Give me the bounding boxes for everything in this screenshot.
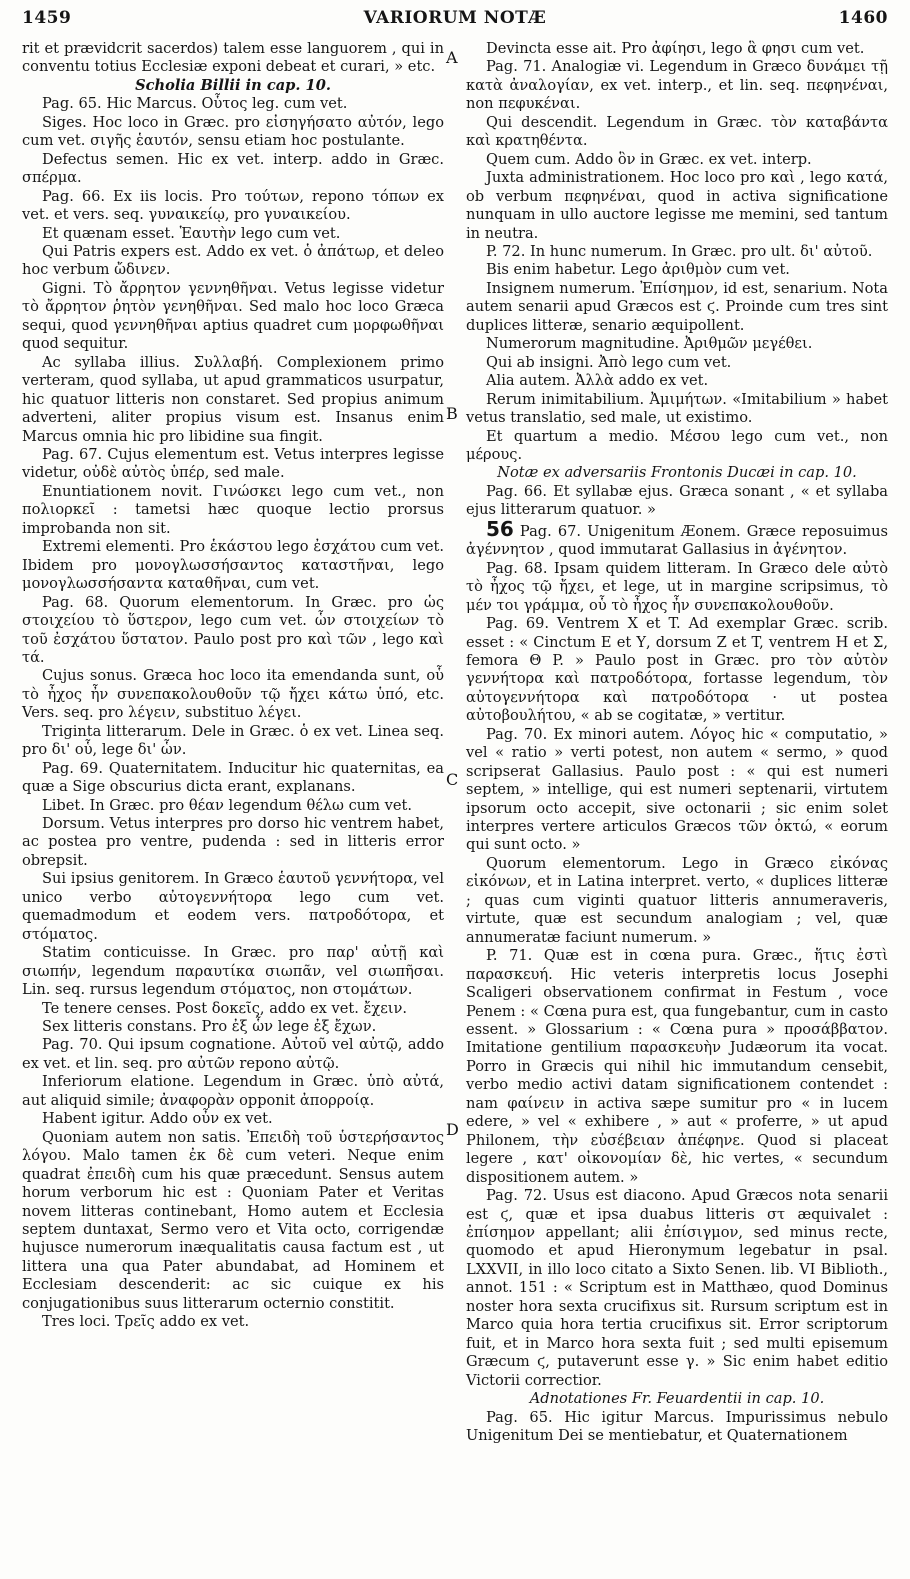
left-column xyxy=(22,40,444,1332)
margin-letter-a: A xyxy=(446,48,458,67)
left-column-paragraph: Dorsum. Vetus interpres pro dorso hic ventrem habet, ac postea pro ventre, pudenda : sed in litteris error obrepsit. xyxy=(22,815,444,869)
right-column-paragraph: Pag. 68. Ipsam quidem litteram. In Græco dele αὐτὸ τὸ ἦχος τῷ ἤχει, et lege, ut in margine scripsimus, τὸ μέν τοι γράμμα, οὗ τὸ ἦχος ἦν συνεπακολουθοῦν. xyxy=(466,559,888,614)
left-column-paragraph: Statim conticuisse. In Græc. pro παρ' αὐτῇ καὶ σιωπήν, legendum παραυτίκα σιωπᾶν, vel σιωπῆσαι. Lin. seq. rursus legendum στόματος, non στομάτων. xyxy=(22,944,444,999)
right-column-paragraph: Bis enim habetur. Lego ἀριθμὸν cum vet. xyxy=(486,261,790,279)
margin-letter-b: B xyxy=(446,404,458,423)
right-column-paragraph: Devincta esse ait. Pro ἀφίησι, lego ἃ φησι cum vet. xyxy=(486,40,865,57)
right-column-paragraph: Pag. 65. Hic igitur Marcus. Impurissimus nebulo Unigenitum Dei se mentiebatur, et Quaternationem xyxy=(466,1408,888,1444)
left-column-paragraph: Libet. In Græc. pro θέαν legendum θέλω cum vet. xyxy=(42,796,413,814)
right-column-paragraph: Qui ab insigni. Ἀπὸ lego cum vet. xyxy=(486,353,732,371)
margin-letter-c: C xyxy=(446,770,459,789)
left-column-paragraph: Scholia Billii in cap. 10. xyxy=(135,76,331,94)
right-column-paragraph: Qui descendit. Legendum in Græc. τὸν καταβάντα καὶ κρατηθέντα. xyxy=(466,113,888,150)
right-page-number: 1460 xyxy=(838,8,888,28)
right-column-paragraph: Pag. 72. Usus est diacono. Apud Græcos nota senarii est ϛ, quæ et ipsa duabus litteris στ æquivalet : ἐπίσημον appellant; alii ἐπίσιγμον, sed minus recte, quomodo et apud Hieronymum legebatur in psal. LXXVII, in illo loco citato a Sixto Senen. lib. VI Biblioth., annot. 151 : « Scriptum est in Matthæo, quod Dominus noster hora sexta crucifixus sit. Rursum scriptum est in Marco quia hora tertia crucifixus sit. Error scriptorum fuit, et in Marco hora sexta fuit ; sed multi episemum Græcum ϛ, putaverunt esse γ. » Sic enim habet editio Victorii correctior. xyxy=(466,1187,888,1389)
left-column-paragraph: Pag. 67. Cujus elementum est. Vetus interpres legisse videtur, οὐδὲ αὐτὸς ὑπέρ, sed male. xyxy=(22,445,444,482)
margin-letter-d: D xyxy=(446,1120,459,1139)
left-column-paragraph: Sui ipsius genitorem. In Græco ἑαυτοῦ γεννήτορα, vel unico verbo αὐτογεννήτορα lego cum vet. quemadmodum et eodem vers. πατροδότορα, et στόματος. xyxy=(22,870,444,943)
right-column-paragraph: Juxta administrationem. Hoc loco pro καὶ , lego κατά, ob verbum πεφηνέναι, quod in activa significatione nunquam in ullo auctore legisse me memini, sed tantum in neutra. xyxy=(466,169,888,242)
left-column-paragraph: Defectus semen. Hic ex vet. interp. addo in Græc. σπέρμα. xyxy=(22,150,444,187)
left-column-paragraph: Inferiorum elatione. Legendum in Græc. ὑπὸ αὐτά, aut aliquid simile; ἀναφορὰν opponit ἀπορροίᾳ. xyxy=(22,1073,444,1109)
right-column-paragraph: P. 71. Quæ est in cœna pura. Græc., ἥτις ἐστὶ παρασκευή. Hic veteris interpretis locus Josephi Scaligeri observationem confirmat in Festum , voce Penem : « Cœna pura est, qua fungebantur, cum in casto essent. » Glossarium : « Cœna pura » προσάββατον. Imitatione gentilium παρασκευὴν Judæorum ita vocat. Porro in Græcis qui nihil hic immutandum censebit, verbo medio activi datam significationem contendet : nam φαίνειν in activa sæpe sumitur pro « in lucem edere, » vel « exhibere , » aut « proferre, » ut apud Philonem, τὴν εὐσέβειαν ἀπέφηνε. Quod si placeat legere , κατ' οἰκονομίαν δὲ, hic vertes, « secundum dispositionem autem. » xyxy=(466,947,888,1186)
left-column-paragraph: Ac syllaba illius. Συλλαβή. Complexionem primo verteram, quod syllaba, ut apud grammaticos usurpatur, hic quatuor litteris non constaret. Sed propius animum adverteni, aliter propius visum est. Insanus enim Marcus omnia hic pro libidine sua fingit. xyxy=(22,353,444,445)
left-column-paragraph: Enuntiationem novit. Γινώσκει lego cum vet., non πολιορκεῖ : tametsi hæc quoque lectio prorsus improbanda non sit. xyxy=(22,482,444,537)
left-column-paragraph: rit et prævidcrit sacerdos) talem esse languorem , qui in conventu totius Ecclesiæ exponi debeat et curari, » etc. xyxy=(22,40,444,76)
right-column-paragraph: Et quartum a medio. Μέσου lego cum vet., non μέρους. xyxy=(466,427,888,463)
left-column-paragraph: Sex litteris constans. Pro ἐξ ὧν lege ἐξ ἔχων. xyxy=(42,1018,377,1036)
right-column-paragraph: Adnotationes Fr. Feuardentii in cap. 10. xyxy=(529,1390,825,1408)
left-column-paragraph: Pag. 70. Qui ipsum cognatione. Αὐτοῦ vel αὐτῷ, addo ex vet. et lin. seq. pro αὐτῶν repono αὐτῷ. xyxy=(22,1036,444,1072)
right-column-paragraph: P. 72. In hunc numerum. In Græc. pro ult. δι' αὐτοῦ. xyxy=(486,242,873,260)
right-column-paragraph: Alia autem. Ἀλλὰ addo ex vet. xyxy=(486,372,709,390)
right-column-paragraph: 56 Pag. 67. Unigenitum Æonem. Græce reposuimus ἀγέννητον , quod immutarat Gallasius in ἀγένητον. xyxy=(466,516,888,559)
left-column-paragraph: Siges. Hoc loco in Græc. pro εἰσηγήσατο αὐτόν, lego cum vet. σιγῆς ἑαυτόν, sensu etiam hoc postulante. xyxy=(22,113,444,150)
left-column-paragraph: Et quænam esset. Ἑαυτὴν lego cum vet. xyxy=(42,224,341,242)
right-column-paragraph: Pag. 66. Et syllabæ ejus. Græca sonant , « et syllaba ejus litterarum quatuor. » xyxy=(466,482,888,519)
right-column-paragraph: Quorum elementorum. Lego in Græco εἰκόνας εἰκόνων, et in Latina interpret. verto, « duplices litteræ ; quas cum viginti quatuor litteris annumeraveris, virtute, quæ est secundum analogiam ; vel, quæ annumeratæ faciunt numerum. » xyxy=(466,854,888,946)
running-title: VARIORUM NOTÆ xyxy=(363,8,547,28)
left-column-paragraph: Pag. 66. Ex iis locis. Pro τούτων, repono τόπων ex vet. et vers. seq. γυναικείῳ, pro γυναικείου. xyxy=(22,187,444,224)
right-column xyxy=(466,40,888,1445)
left-column-paragraph: Pag. 68. Quorum elementorum. In Græc. pro ὡς στοιχείου τὸ ὕστερον, lego cum vet. ὧν στοιχείων τὸ τοῦ ἐσχάτου ὕστατον. Paulo post pro καὶ τῶν , lego καὶ τά. xyxy=(22,593,444,666)
right-column-paragraph: Pag. 70. Ex minori autem. Λόγος hic « computatio, » vel « ratio » verti potest, non autem « sermo, » quod scripserat Gallasius. Paulo post : « qui est numeri septem, » intellige, qui est numeri septenarii, virtutem ipsorum octo accepit, sive octonarii ; sic enim solet interpres vertere articulos Græcos τῶν ὀκτώ, « eorum qui sunt octo. » xyxy=(466,725,888,854)
left-column-paragraph: Cujus sonus. Græca hoc loco ita emendanda sunt, οὗ τὸ ἦχος ἦν συνεπακολουθοῦν τῷ ἤχει κάτω ὑπό, etc. Vers. seq. pro λέγειν, substituo λέγει. xyxy=(22,667,444,722)
left-column-paragraph: Extremi elementi. Pro ἑκάστου lego ἐσχάτου cum vet. Ibidem pro μονογλωσσήσαντος καταστῆναι, lego μονογλωσσήσαντα καταθῆναι, cum vet. xyxy=(22,538,444,593)
left-column-paragraph: Habent igitur. Addo οὖν ex vet. xyxy=(42,1110,273,1128)
left-column-paragraph: Qui Patris expers est. Addo ex vet. ὁ ἀπάτωρ, et deleo hoc verbum ὤδινεν. xyxy=(22,242,444,279)
left-column-paragraph: Gigni. Τὸ ἄρρητον γεννηθῆναι. Vetus legisse videtur τὸ ἄρρητον ῥητὸν γενηθῆναι. Sed malo hoc loco Græca sequi, quod γεννηθῆναι aptius quadret cum μορφωθῆναι quod sequitur. xyxy=(22,279,444,353)
left-page-number: 1459 xyxy=(22,8,72,28)
right-column-paragraph: Insignem numerum. Ἐπίσημον, id est, senarium. Nota autem senarii apud Græcos est ϛ. Proinde cum tres sint duplices litteræ, senario æquipollent. xyxy=(466,279,888,334)
left-column-paragraph: Pag. 65. Hic Marcus. Οὗτος leg. cum vet. xyxy=(42,95,348,113)
left-column-paragraph: Triginta litterarum. Dele in Græc. ὁ ex vet. Linea seq. pro δι' οὗ, lege δι' ὧν. xyxy=(22,722,444,759)
right-column-paragraph: Pag. 71. Analogiæ vi. Legendum in Græco δυνάμει τῇ κατὰ ἀναλογίαν, ex vet. interp., et lin. seq. πεφηνέναι, non πεφυκέναι. xyxy=(466,58,888,113)
left-column-paragraph: Tres loci. Τρεῖς addo ex vet. xyxy=(42,1313,250,1331)
right-column-paragraph: Numerorum magnitudine. Ἀριθμῶν μεγέθει. xyxy=(486,335,813,353)
section-number: 56 xyxy=(486,516,514,541)
right-column-paragraph: Notæ ex adversariis Frontonis Ducæi in cap. 10. xyxy=(497,464,857,482)
right-column-paragraph: Quem cum. Addo ὃν in Græc. ex vet. interp. xyxy=(486,150,812,168)
left-column-paragraph: Quoniam autem non satis. Ἐπειδὴ τοῦ ὑστερήσαντος λόγου. Malo tamen ἐκ δὲ cum veteri. Neque enim quadrat ἐπειδὴ cum his quæ præcedunt. Sensus autem horum verborum hic est : Quoniam Pater et Veritas novem litteras continebant, Homo autem et Ecclesia septem duntaxat, Sermo vero et Vita octo, corrigendæ hujusce numerorum inæqualitatis causa factum est , ut littera una qua Pater abundabat, ad Hominem et Ecclesiam descenderit: ac sic cuique ex his conjugationibus suus litterarum octernio constitit. xyxy=(22,1128,444,1312)
right-column-paragraph: Rerum inimitabilium. Ἀμιμήτων. «Imitabilium » habet vetus translatio, sed male, ut existimo. xyxy=(466,390,888,427)
left-column-paragraph: Pag. 69. Quaternitatem. Inducitur hic quaternitas, ea quæ a Sige obscurius dicta erant, explanans. xyxy=(22,759,444,796)
left-column-paragraph: Te tenere censes. Post δοκεῖς, addo ex vet. ἔχειν. xyxy=(42,999,408,1017)
right-column-paragraph: Pag. 69. Ventrem X et T. Ad exemplar Græc. scrib. esset : « Cinctum E et Υ, dorsum Z et T, ventrem H et Σ, femora Θ P. » Paulo post in Græc. pro τὸν αὐτὸν γεννήτορα καὶ πατροδότορα, fortasse legendum, τὸν αὐτογεννήτορα καὶ πατροδότορα · ut postea αὐτοβουλήτου, « ab se cogitatæ, » vertitur. xyxy=(466,615,888,725)
